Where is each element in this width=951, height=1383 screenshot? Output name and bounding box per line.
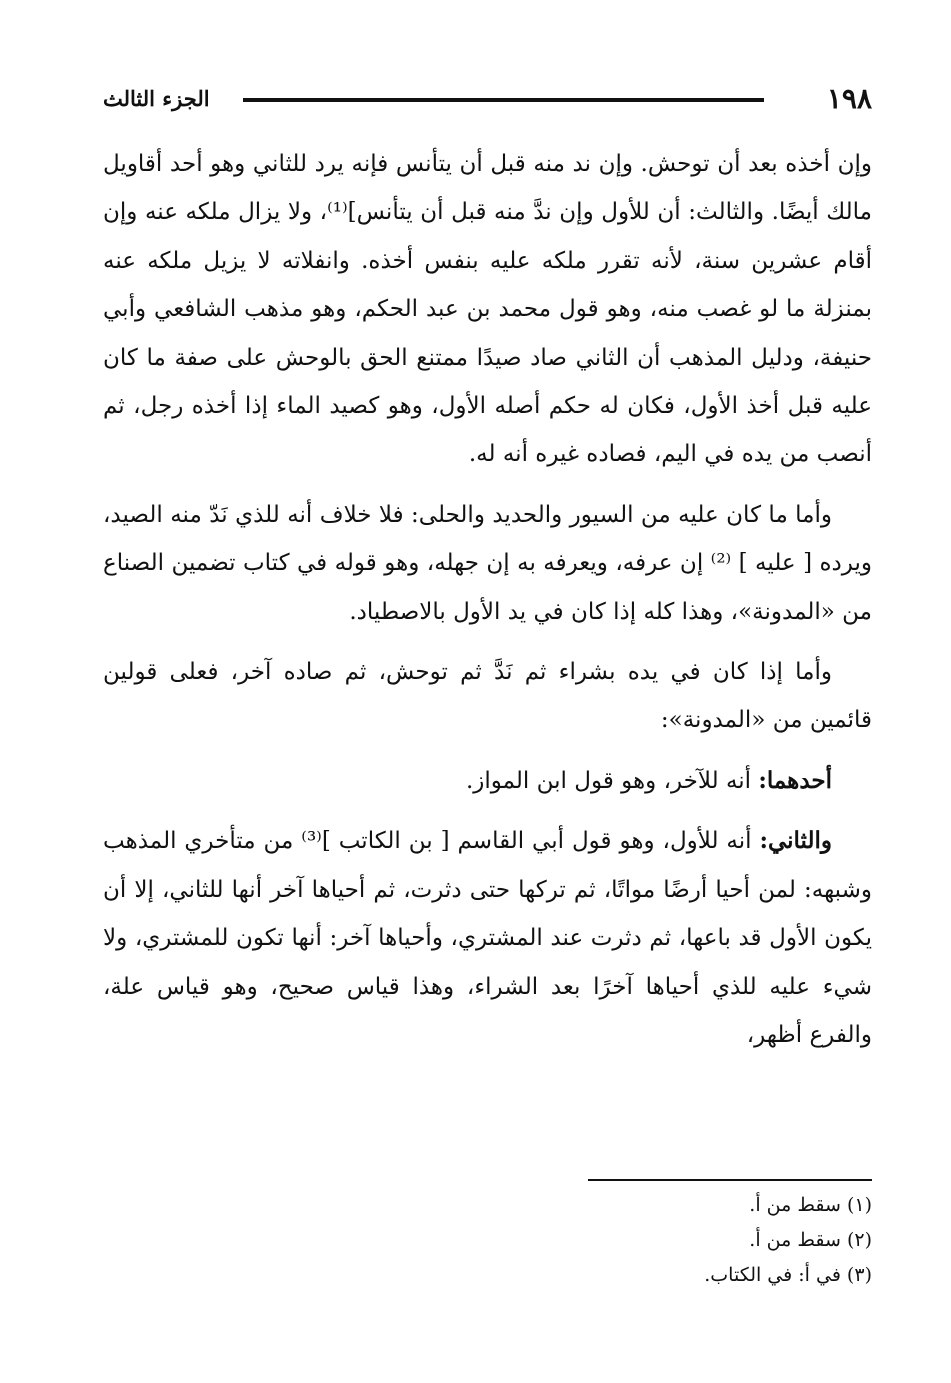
paragraph-lead: أحدهما: [758, 766, 832, 794]
footnote: (٣) في أ: في الكتاب. [704, 1264, 872, 1286]
header-rule [243, 98, 764, 102]
paragraph [103, 817, 872, 1059]
footnotes [500, 1188, 872, 1293]
footnote: (٢) سقط من أ. [749, 1229, 872, 1251]
running-title: الجزء الثالث [103, 86, 210, 111]
paragraph-body: أنه للآخر، وهو قول ابن المواز. [465, 767, 759, 794]
main-text [103, 140, 872, 1059]
footnote: (١) سقط من أ. [749, 1194, 872, 1216]
paragraph: وأما إذا كان في يده بشراء ثم نَدَّ ثم توحش، ثم صاده آخر، فعلى قولين قائمين من «المدونة»: [103, 659, 872, 734]
footnote-rule [588, 1179, 872, 1181]
paragraph [103, 757, 872, 805]
paragraph-lead: والثاني: [759, 827, 832, 855]
paragraph: وإن أخذه بعد أن توحش. وإن ند منه قبل أن يتأنس فإنه يرد للثاني وهو أحد أقاويل مالك أيضًا. والثالث: أن للأول وإن ندَّ منه قبل أن يتأنس]⁽¹⁾، ولا يزال ملكه عنه وإن أقام عشرين سنة، لأنه تقرر ملكه عليه بنفس أخذه. وانفلاته لا يزيل ملكه عنه بمنزلة ما لو غصب منه، وهو قول محمد بن عبد الحكم، وهو مذهب الشافعي وأبي حنيفة، ودليل المذهب أن الثاني صاد صيدًا ممتنع الحق بالوحش على صفة ما كان عليه قبل أخذ الأول، فكان له حكم أصله الأول، وهو كصيد الماء إذا أخذه رجل، ثم أنصب من يده في اليم، فصاده غيره أنه له. [103, 151, 872, 468]
page-header [103, 80, 872, 122]
page-number: ١٩٨ [826, 82, 872, 115]
paragraph-body: أنه للأول، وهو قول أبي القاسم [ بن الكاتب ]⁽³⁾ من متأخري المذهب وشبهه: لمن أحيا أرضًا مواتًا، ثم تركها حتى دثرت، ثم أحياها آخر أنها للثاني، إلا أن يكون الأول قد باعها، ثم دثرت عند المشتري، وأحياها آخر: أنها تكون للمشتري، ولا شيء عليه للذي أحياها آخرًا بعد الشراء، وهذا قياس صحيح، وهو قياس علة، والفرع أظهر، [103, 828, 872, 1048]
paragraph: وأما ما كان عليه من السيور والحديد والحلى: فلا خلاف أنه للذي نَدّ منه الصيد، ويرده [ عليه ] ⁽²⁾ إن عرفه، ويعرفه به إن جهله، وهو قوله في كتاب تضمين الصناع من «المدونة»، وهذا كله إذا كان في يد الأول بالاصطياد. [103, 501, 872, 625]
